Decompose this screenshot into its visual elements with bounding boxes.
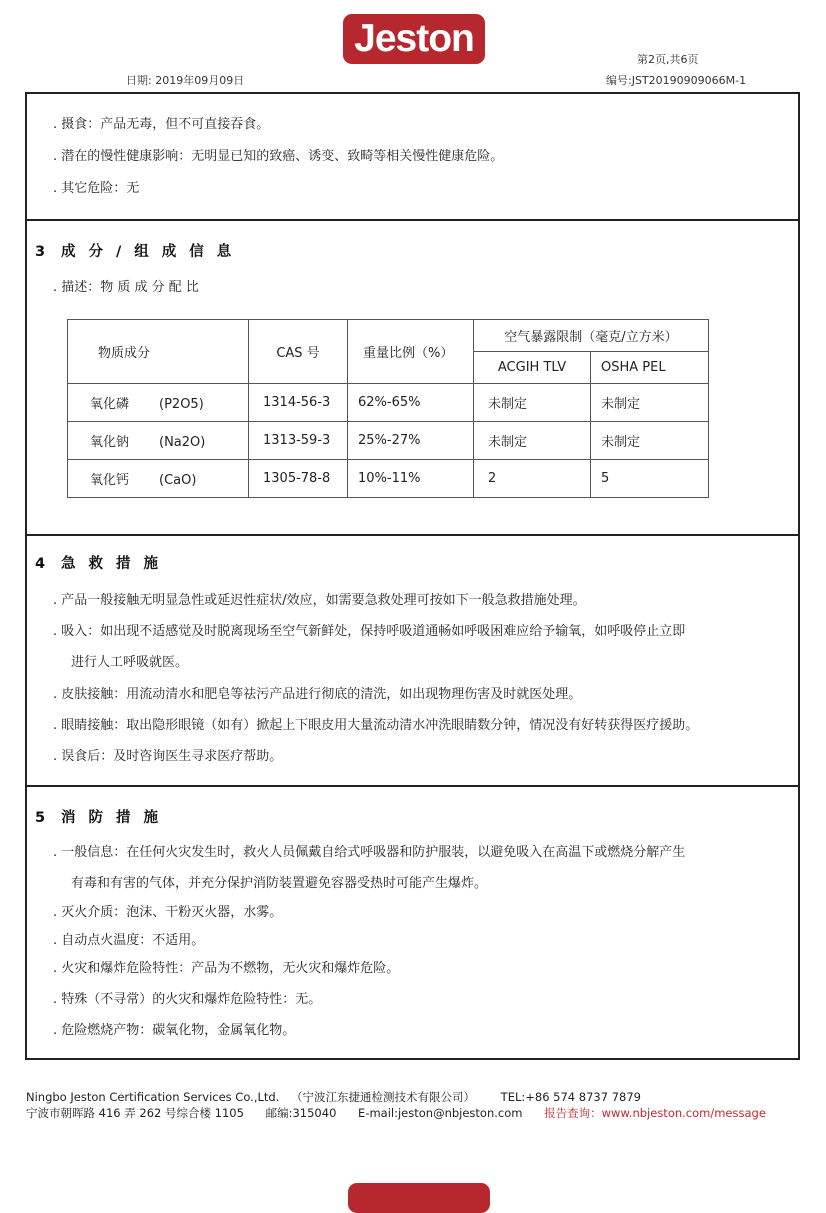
substance-cell: 氧化磷 (P2O5) <box>68 384 249 422</box>
acgih-cell: 未制定 <box>474 384 591 422</box>
section-3-description: . 描述：物 质 成 分 配 比 <box>53 280 199 295</box>
header-weight: 重量比例（%） <box>348 320 474 384</box>
section-4-heading <box>35 552 171 573</box>
footer-report-query-link[interactable]: www.nbjeston.com/message <box>601 1106 766 1120</box>
list-item: . 误食后：及时咨询医生寻求医疗帮助。 <box>53 749 283 764</box>
section-number: 5 <box>35 810 46 826</box>
footer-report-query-label: 报告查询： <box>544 1106 602 1120</box>
content-frame <box>25 92 800 1060</box>
list-item: . 危险燃烧产物：碳氧化物，金属氧化物。 <box>53 1023 296 1038</box>
section-title: 消防措施 <box>61 810 171 826</box>
list-item: . 吸入：如出现不适感觉及时脱离现场至空气新鲜处，保持呼吸道通畅如呼吸困难应给予输氧，如呼吸停止立即 <box>53 624 686 639</box>
footer-line-1 <box>26 1089 641 1105</box>
next-page-logo <box>348 1183 490 1213</box>
section-3-heading <box>35 240 244 261</box>
footer-company-cn: （宁波江东捷通检测技术有限公司） <box>291 1090 476 1104</box>
list-item: . 眼睛接触：取出隐形眼镜（如有）掀起上下眼皮用大量流动清水冲洗眼睛数分钟，情况没有好转获得医疗援助。 <box>53 718 699 733</box>
header-exposure: 空气暴露限制（毫克/立方米） <box>474 320 709 352</box>
list-item: . 灭火介质：泡沫、干粉灭火器，水雾。 <box>53 905 283 920</box>
section-5-heading <box>35 806 171 827</box>
report-date: 日期: 2019年09月09日 <box>126 74 245 87</box>
section-divider <box>27 534 798 536</box>
jeston-logo: Jeston <box>343 14 485 64</box>
report-number: 编号:JST20190909066M-1 <box>606 74 747 87</box>
list-item-continuation: 进行人工呼吸就医。 <box>71 655 189 670</box>
acgih-cell: 2 <box>474 460 591 498</box>
list-item: . 一般信息：在任何火灾发生时，救火人员佩戴自给式呼吸器和防护服装，以避免吸入在高温下或燃烧分解产生 <box>53 845 686 860</box>
header-acgih: ACGIH TLV <box>474 352 591 384</box>
substance-cell: 氧化钠 (Na2O) <box>68 422 249 460</box>
section-title: 急救措施 <box>61 556 171 572</box>
list-item: . 潜在的慢性健康影响：无明显已知的致癌、诱变、致畸等相关慢性健康危险。 <box>53 149 504 164</box>
list-item: . 特殊（不寻常）的火灾和爆炸危险特性：无。 <box>53 992 322 1007</box>
substance-cell: 氧化钙 (CaO) <box>68 460 249 498</box>
footer-company: Ningbo Jeston Certification Services Co.,Ltd. <box>26 1090 280 1104</box>
list-item-continuation: 有毒和有害的气体，并充分保护消防装置避免容器受热时可能产生爆炸。 <box>71 876 488 891</box>
section-number: 3 <box>35 244 46 260</box>
header-substance: 物质成分 <box>68 320 249 384</box>
weight-cell: 25%-27% <box>348 422 474 460</box>
footer-postcode: 邮编:315040 <box>265 1106 337 1120</box>
section-title: 成分/组成信息 <box>61 244 245 260</box>
osha-cell: 未制定 <box>591 384 709 422</box>
list-item: . 摄食：产品无毒，但不可直接吞食。 <box>53 117 270 132</box>
list-item: . 火灾和爆炸危险特性：产品为不燃物，无火灾和爆炸危险。 <box>53 961 400 976</box>
table-row <box>68 384 709 422</box>
list-item: . 产品一般接触无明显急性或延迟性症状/效应，如需要急救处理可按如下一般急救措施处理。 <box>53 593 586 608</box>
section-divider <box>27 219 798 221</box>
table-row <box>68 460 709 498</box>
footer-email: E-mail:jeston@nbjeston.com <box>358 1106 523 1120</box>
list-item: . 自动点火温度：不适用。 <box>53 933 205 948</box>
section-number: 4 <box>35 556 46 572</box>
footer-line-2 <box>26 1105 766 1121</box>
footer-address: 宁波市朝晖路 416 弄 262 号综合楼 1105 <box>26 1106 244 1120</box>
list-item: . 皮肤接触：用流动清水和肥皂等祛污产品进行彻底的清洗，如出现物理伤害及时就医处理。 <box>53 687 582 702</box>
osha-cell: 5 <box>591 460 709 498</box>
cas-cell: 1314-56-3 <box>249 384 348 422</box>
cas-cell: 1305-78-8 <box>249 460 348 498</box>
cas-cell: 1313-59-3 <box>249 422 348 460</box>
weight-cell: 10%-11% <box>348 460 474 498</box>
osha-cell: 未制定 <box>591 422 709 460</box>
page-info: 第2页,共6页 <box>637 53 699 66</box>
section-divider <box>27 785 798 787</box>
list-item: . 其它危险：无 <box>53 181 140 196</box>
acgih-cell: 未制定 <box>474 422 591 460</box>
composition-table <box>67 319 709 498</box>
header-osha: OSHA PEL <box>591 352 709 384</box>
weight-cell: 62%-65% <box>348 384 474 422</box>
footer-tel: TEL:+86 574 8737 7879 <box>500 1090 641 1104</box>
table-row <box>68 422 709 460</box>
header-cas: CAS 号 <box>249 320 348 384</box>
